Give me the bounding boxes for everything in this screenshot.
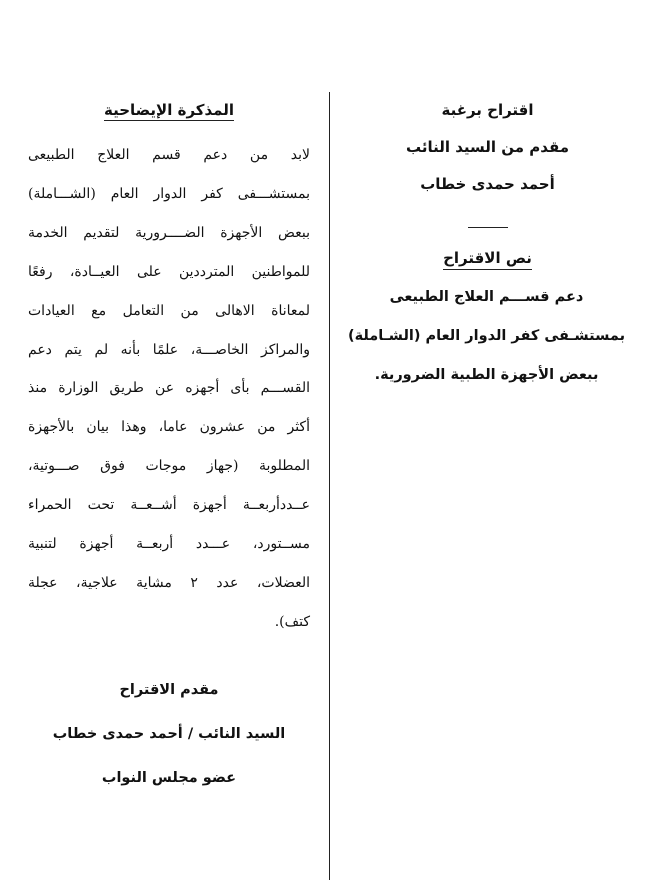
memo-column (28, 96, 310, 642)
proposal-text-line: دعم قســـم العلاج الطبيعى (389, 289, 584, 305)
memo-title-text: المذكرة الإيضاحية (103, 101, 234, 119)
memo-title (28, 100, 310, 120)
memo-line: لمعاناة الاهالى من التعامل مع العيادات (28, 302, 310, 319)
column-divider (329, 92, 330, 880)
signature-block (28, 680, 310, 788)
memo-line: القســـم بأى أجهزه عن طريق الوزارة منذ (28, 380, 310, 397)
proposal-section-title: نص الاقتراح (443, 248, 532, 270)
proposal-column (345, 96, 630, 395)
memo-line: العضلات، عدد ٢ مشاية علاجية، عجلة (28, 574, 310, 591)
proposal-text-line: ببعض الأجهزة الطبية الضرورية. (374, 367, 599, 383)
proposal-type: اقتراح برغبة (441, 101, 534, 119)
memo-line: لابد من دعم قسم العلاج الطبيعى (28, 147, 310, 163)
signature-role: عضو مجلس النواب (101, 770, 237, 786)
memo-line: للمواطنين المترددين على العيــادة، رفعًا (28, 263, 310, 280)
proposal-author-name: أحمد حمدى خطاب (420, 175, 555, 193)
signature-label: مقدم الاقتراح (119, 682, 219, 698)
proposal-text (345, 278, 630, 395)
memo-body (28, 136, 310, 642)
memo-line: أكثر من عشرون عاما، وهذا بيان بالأجهزة (28, 419, 310, 436)
memo-line: والمراكز الخاصـــة، علمًا بأنه لم يتم دعم (28, 341, 310, 358)
memo-line: مســتورد، عـــدد أربعــة أجهزة لتنبية (28, 536, 310, 553)
memo-line: عــددأربعــة أجهزة أشــعــة تحت الحمراء (28, 497, 310, 514)
memo-line: ببعض الأجهزة الضــــرورية لتقديم الخدمة (28, 224, 310, 241)
signature-name: السيد النائب / أحمد حمدى خطاب (52, 726, 286, 742)
proposal-submitted-by: مقدم من السيد النائب (405, 138, 570, 156)
memo-line: المطلوبة (جهاز موجات فوق صـــوتية، (28, 458, 310, 475)
proposal-text-line: بمستشـفى كفر الدوار العام (الشـاملة) (347, 328, 626, 344)
memo-line: كتف). (274, 613, 310, 630)
memo-line: بمستشـــفى كفر الدوار العام (الشـــاملة) (28, 185, 310, 202)
